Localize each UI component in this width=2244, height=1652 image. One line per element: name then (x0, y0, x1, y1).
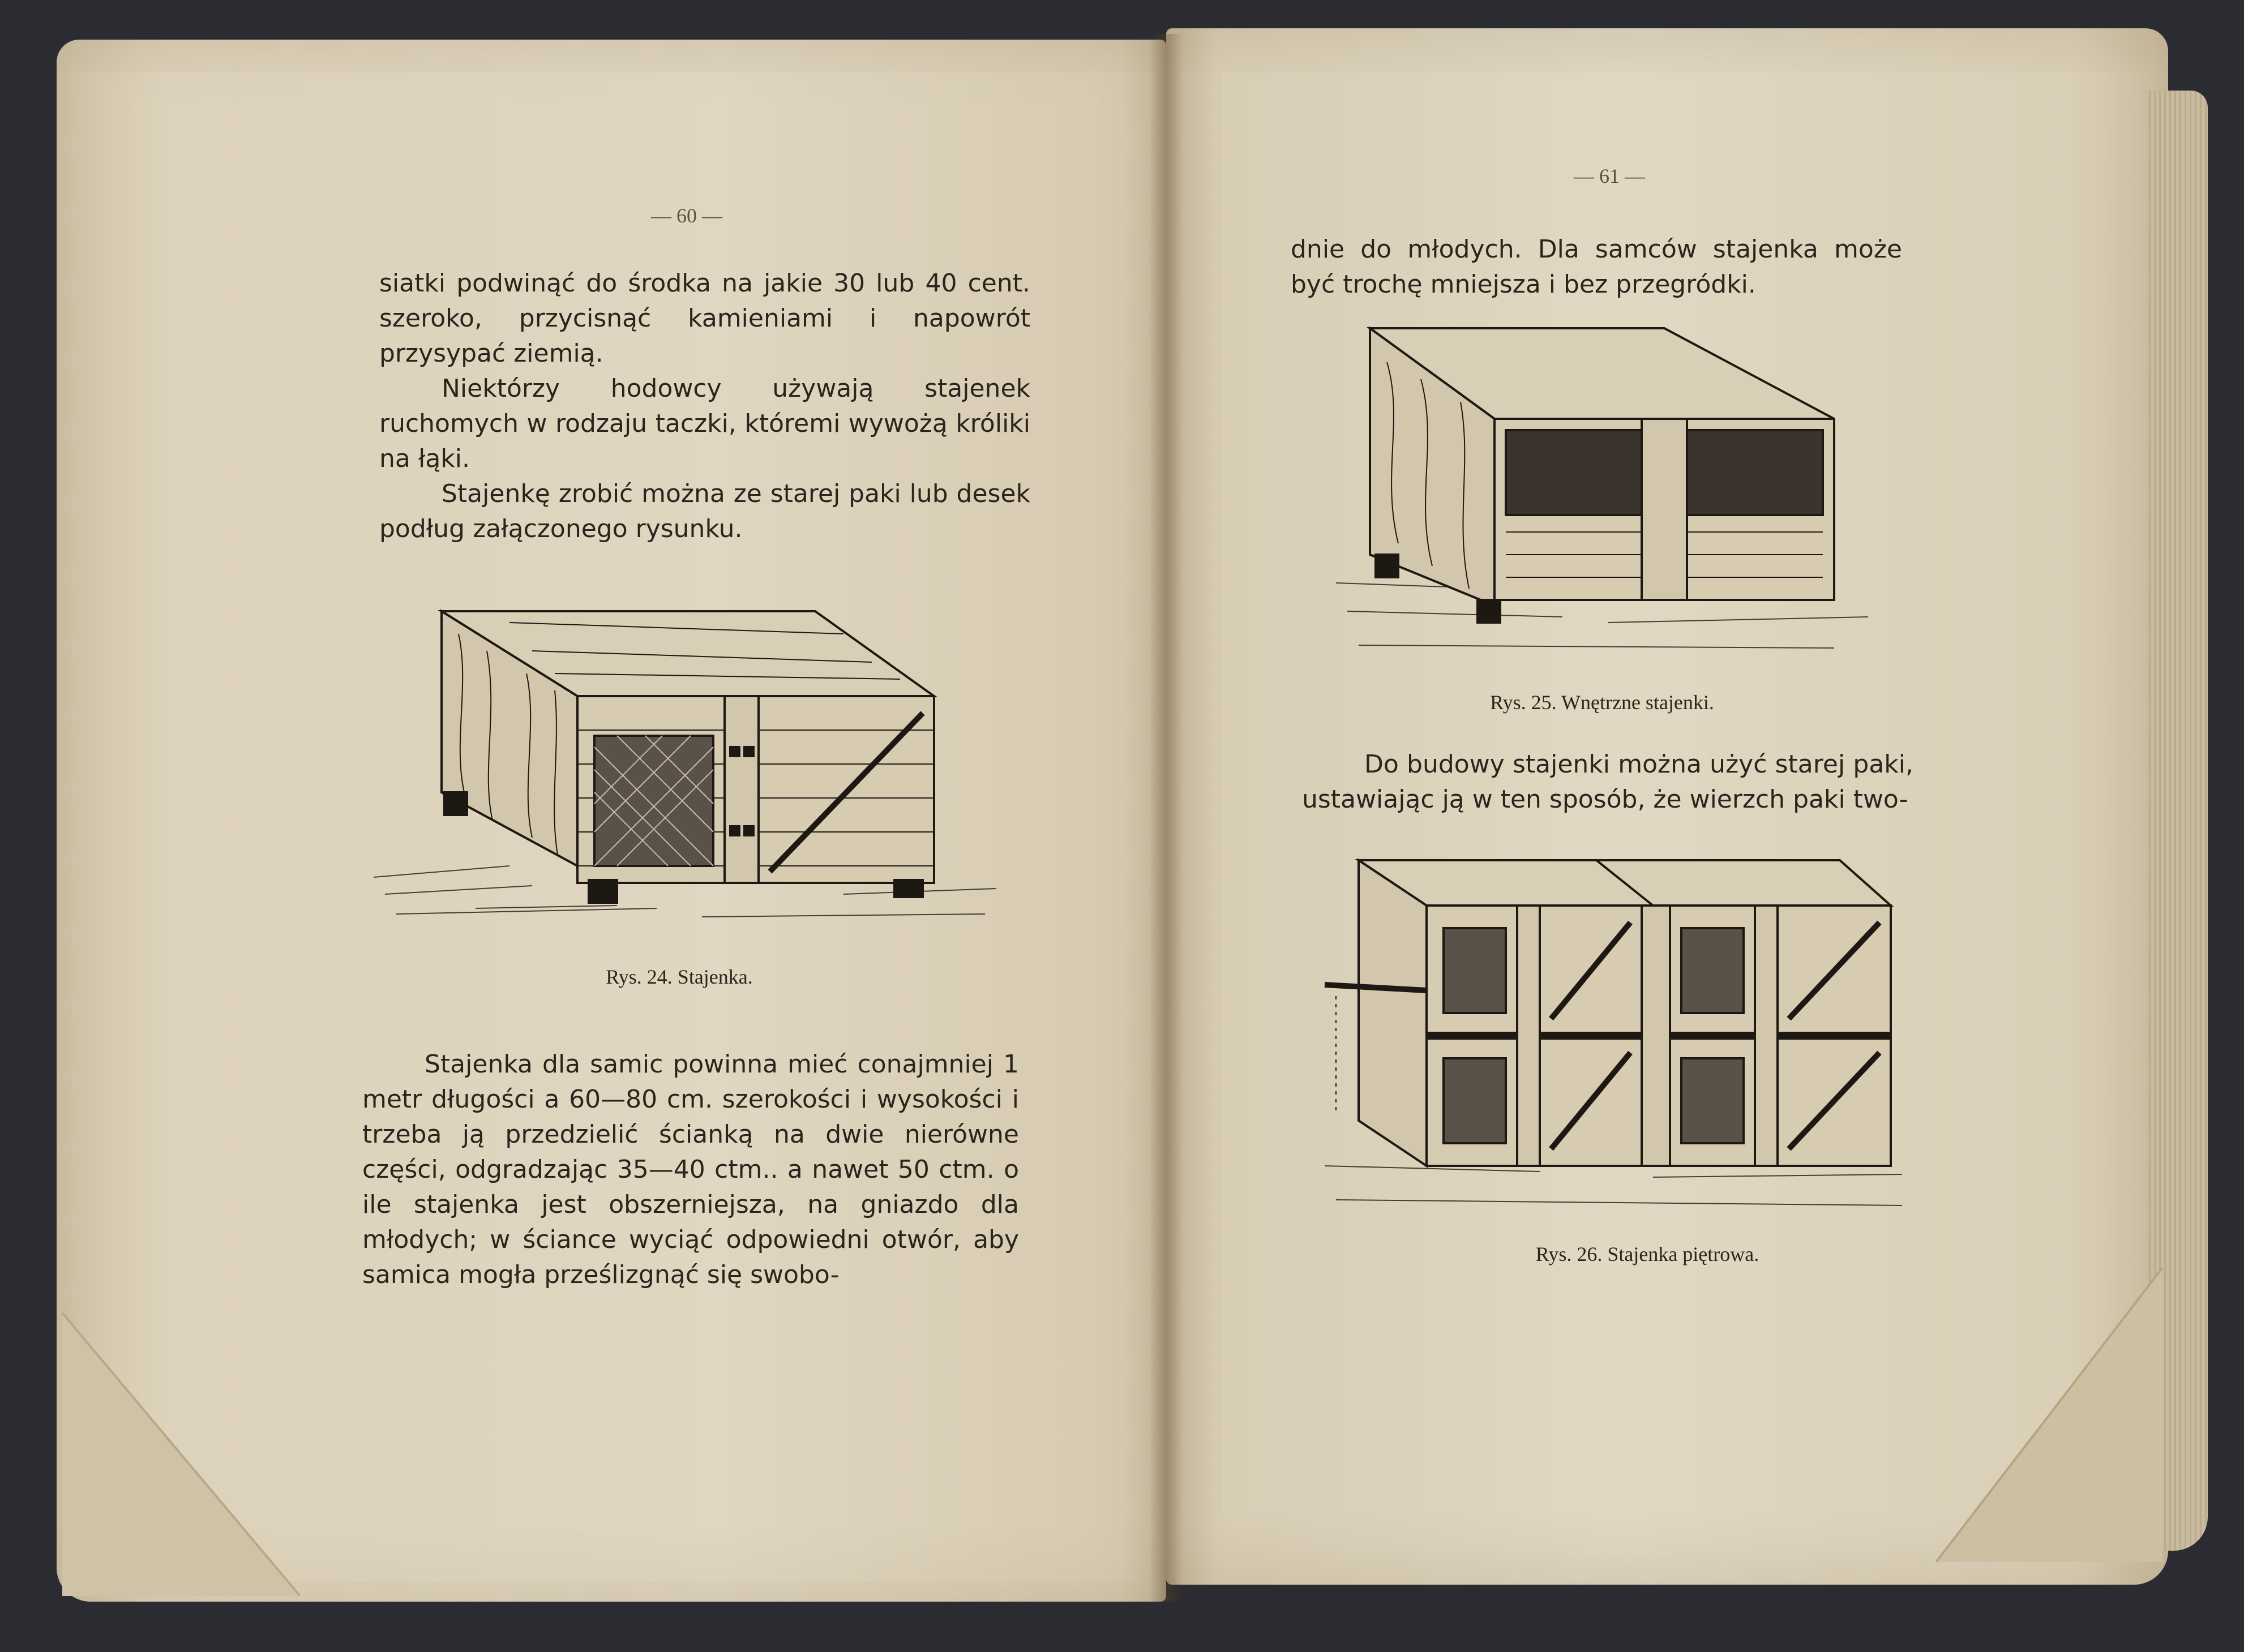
right-text-top (1291, 232, 1902, 302)
page-number-right: — 61 — (1574, 165, 1645, 187)
right-folded-corner-icon (1936, 1268, 2162, 1562)
left-folded-corner-icon (62, 1313, 300, 1596)
right-text-mid (1302, 747, 1913, 817)
book-gutter (1149, 34, 1183, 1602)
paragraph: Niektórzy hodowcy używają stajenek ruchomych w rodzaju taczki, któremi wywożą króliki na łąki. (379, 374, 1030, 473)
figure-24-caption: Rys. 24. Stajenka. (606, 966, 753, 988)
figure-25-hutch-interior-illustration (1325, 317, 1879, 668)
page-number-left: — 60 — (651, 204, 722, 227)
figure-26-caption: Rys. 26. Stajenka piętrowa. (1535, 1243, 1759, 1265)
paragraph: siatki podwinąć do środka na jakie 30 lub 40 cent. szeroko, przycisnąć kamieniami i napowrót przysypać ziemią. (379, 269, 1030, 368)
figure-26-two-storey-hutch-illustration (1313, 849, 1913, 1234)
paragraph: Stajenkę zrobić można ze starej paki lub desek podług załączonego rysunku. (379, 479, 1030, 543)
paragraph: Do budowy stajenki można użyć starej paki, ustawiając ją w ten sposób, że wierzch paki two- (1302, 750, 1913, 814)
left-text-top (379, 266, 1030, 547)
left-text-bottom (362, 1047, 1019, 1293)
paragraph: dnie do młodych. Dla samców stajenka może być trochę mniejsza i bez przegródki. (1291, 235, 1902, 299)
figure-24-hutch-illustration (362, 600, 1019, 928)
paragraph: Stajenka dla samic powinna mieć conajmniej 1 metr długości a 60—80 cm. szerokości i wysokości i trzeba ją przedzielić ścianką na dwie nierówne części, odgradzając 35—40 ctm.. a nawet 50 ctm. o ile stajenka jest obszerniejsza, na gniazdo dla młodych; w ściance wyciąć odpowiedni otwór, aby samica mogła prześlizgnąć się swobo- (362, 1050, 1019, 1289)
figure-25-caption: Rys. 25. Wnętrzne stajenki. (1490, 691, 1714, 714)
